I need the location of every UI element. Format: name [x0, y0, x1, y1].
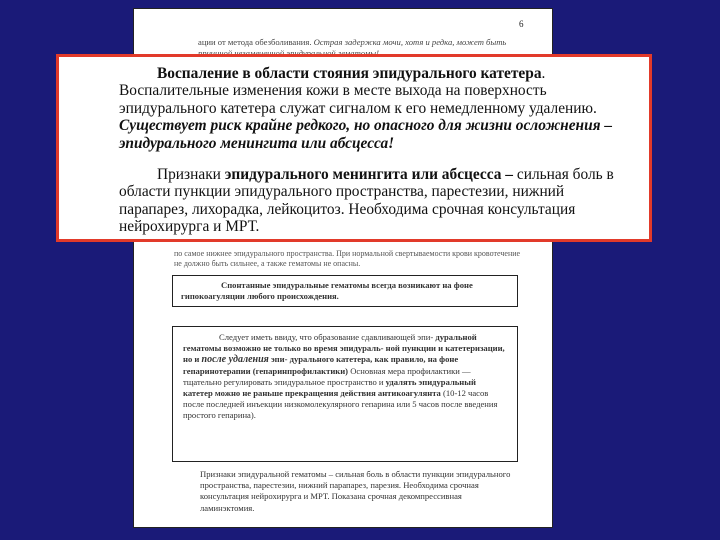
top-text-plain: ации от метода обезболивания.	[198, 37, 312, 47]
box2-text-7: Основная мера профилактики — тщательно регулировать эпидуральное пространство и	[183, 365, 471, 387]
box2-text-2: дуральной гематомы возможно не только во время эпидураль-	[183, 332, 477, 354]
callout-text-2: сильная боль в области пункции эпидурального пространства, парестезии, нижний парапарез, лихорадка, лейкоцитоз. Необходима срочная консультация нейрохирурга и МРТ.	[119, 166, 614, 236]
document-boxed-note-2	[172, 326, 518, 462]
document-boxed-note-1: Спонтанные эпидуральные гематомы всегда возникают на фоне гипокоагуляции любого происхождения.	[172, 275, 518, 307]
callout-text-1: . Воспалительные изменения кожи в месте выхода на поверхность эпидурального катетера служат сигналом к его немедленному удалению.	[119, 65, 597, 117]
fragment-line-1: по самое нижнее эпидурального пространства. При нормальной свертываемости крови кровотечение	[174, 249, 521, 258]
box2-text-8: удалять эпидуральный катетер можно не раньше прекращения действия антикоагулянта	[183, 376, 476, 399]
callout-warning: Существует риск крайне редкого, но опасного для жизни осложнения – эпидурального менингита или абсцесса!	[119, 117, 613, 152]
callout-paragraph-2	[59, 166, 635, 236]
highlight-callout	[56, 54, 652, 242]
page-number: 6	[519, 19, 524, 29]
box2-text-6: дурального катетера, как правило, на фоне гепаринотерапии (гепаринпрофилактики)	[183, 354, 459, 376]
fragment-line-2: не должно быть сильнее, а также гематомы не опасны.	[174, 259, 361, 268]
box2-text-1: Следует иметь ввиду, что образование сдавливающей эпи-	[219, 332, 434, 342]
callout-text-2-start: Признаки	[157, 166, 221, 184]
callout-paragraph-1	[59, 65, 635, 152]
box2-text-5: эпи-	[270, 354, 288, 365]
document-bottom-paragraph: Признаки эпидуральной гематомы – сильная боль в области пункции эпидурального пространства, парестезии, нижний парапарез, парезия. Необходима срочная консультация нейрохирурга и МРТ. Показана срочная декомпрессивная ламинэктомия.	[200, 469, 511, 513]
box2-text-4: после удаления	[201, 354, 269, 366]
callout-heading: Воспаление в области стояния эпидурального катетера	[157, 65, 542, 82]
box2-text-3: ной пункции и катетеризации, но и	[183, 343, 505, 365]
callout-subheading: эпидурального менингита или абсцесса –	[224, 166, 514, 184]
box2-text-9: (10-12 часов после последней инъекции низкомолекулярного гепарина или 5 часов после введения простого гепарина).	[183, 388, 498, 421]
top-text-italic: Острая задержка мочи, хотя и редка, может быть	[313, 37, 507, 47]
document-fragment	[174, 249, 534, 269]
